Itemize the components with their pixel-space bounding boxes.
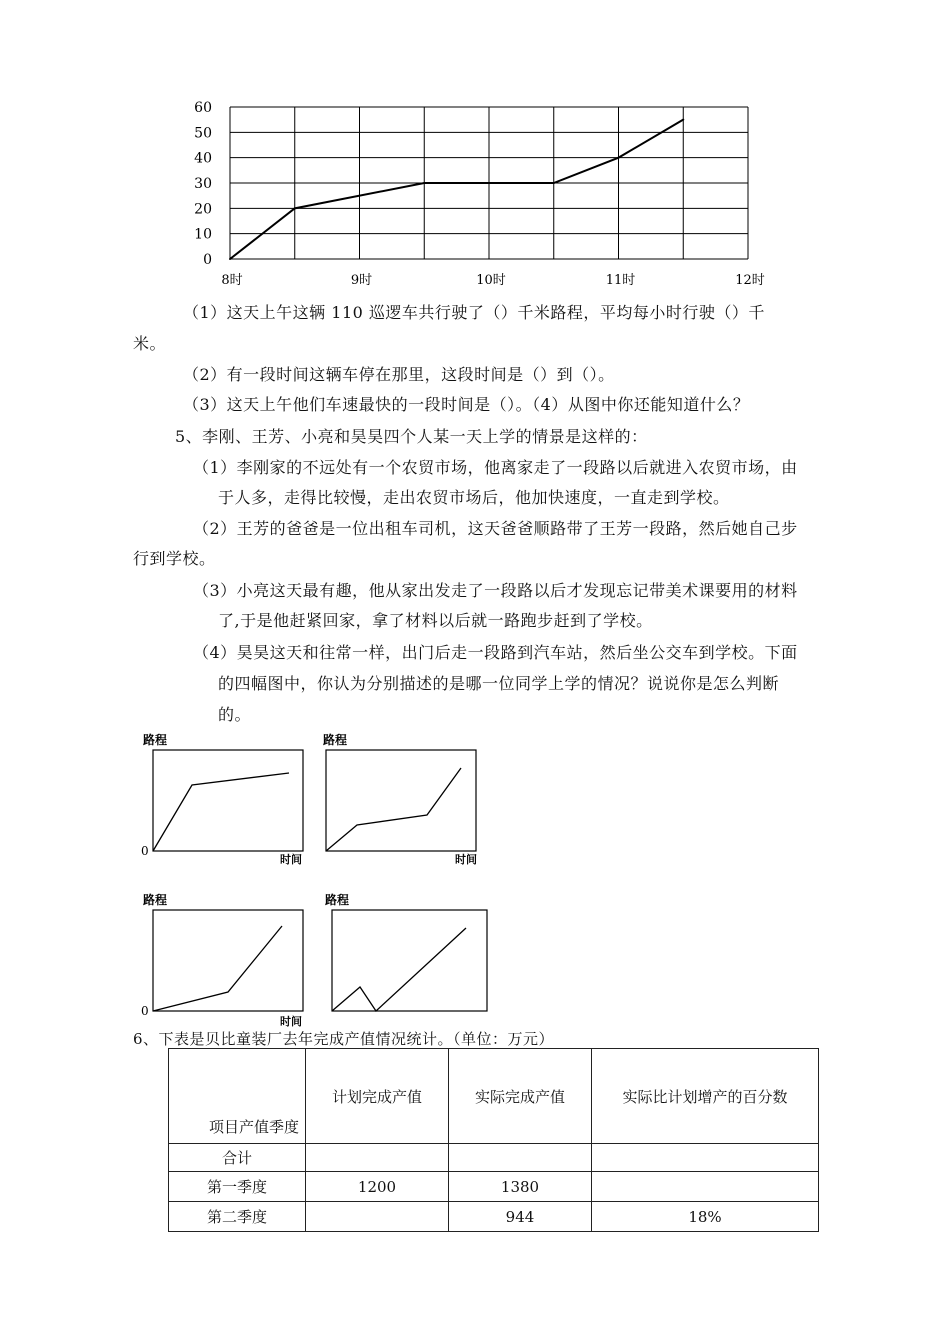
q4-item-1: （1）这天上午这辆 110 巡逻车共行驶了（）千米路程，平均每小时行驶（）千 [183, 303, 765, 322]
data-point [682, 119, 684, 121]
cell-actual: 1380 [449, 1172, 592, 1202]
q5-item-2-cont: 行到学校。 [133, 549, 216, 568]
mini-graph-3-line [153, 926, 282, 1011]
y-tick-label: 50 [194, 125, 212, 142]
col-header-actual: 实际完成产值 [449, 1049, 592, 1144]
y-tick-label: 0 [203, 252, 212, 268]
mini-graph-xlabel: 时间 [455, 853, 477, 866]
q4-item-2: （2）有一段时间这辆车停在那里，这段时间是（）到（）。 [183, 365, 615, 384]
q5-item-4: （4）昊昊这天和往常一样，出门后走一段路到汽车站，然后坐公交车到学校。下面 [193, 643, 798, 662]
mini-graph-1 [135, 732, 315, 867]
corner-header-text: 项目产值季度 [208, 1118, 299, 1136]
q5-item-3-cont: 了,于是他赶紧回家，拿了材料以后就一路跑步赶到了学校。 [218, 611, 653, 630]
col-header-plan: 计划完成产值 [306, 1049, 449, 1144]
cell-pct [592, 1144, 819, 1172]
data-point [423, 182, 425, 184]
q5-item-4-cont: 的四幅图中，你认为分别描述的是哪一位同学上学的情况？说说你是怎么判断 [218, 674, 780, 693]
q4-item-3: （3）这天上午他们车速最快的一段时间是（）。（4）从图中你还能知道什么？ [183, 395, 750, 414]
data-point [229, 258, 231, 260]
q4-item-1-cont: 米。 [133, 334, 167, 353]
cell-actual: 944 [449, 1202, 592, 1232]
mini-graph-2 [315, 732, 495, 867]
y-tick-label: 20 [194, 201, 212, 218]
mini-graph-frame [332, 910, 487, 1011]
q6-title: 6、下表是贝比童装厂去年完成产值情况统计。（单位：万元） [133, 1030, 555, 1048]
x-tick-label: 10时 [476, 273, 506, 288]
cell-actual [449, 1144, 592, 1172]
x-tick-label: 11时 [605, 273, 636, 288]
mini-graph-origin: 0 [141, 1004, 149, 1018]
mini-graph-xlabel: 时间 [280, 853, 302, 866]
q5-item-1-cont: 于人多，走得比较慢，走出农贸市场后，他加快速度，一直走到学校。 [218, 488, 730, 507]
distance-series-line [230, 120, 683, 259]
data-point [618, 157, 620, 159]
q5-item-4-cont2: 的。 [218, 705, 252, 724]
mini-graph-1-line [153, 773, 289, 851]
y-axis-ticks [194, 100, 212, 268]
x-tick-label: 9时 [350, 273, 373, 288]
cell-pct: 18% [592, 1202, 819, 1232]
mini-graph-ylabel: 路程 [323, 733, 348, 747]
mini-graph-ylabel: 路程 [325, 893, 350, 907]
y-tick-label: 10 [194, 226, 212, 243]
row-label: 第二季度 [169, 1202, 306, 1232]
mini-graph-3 [135, 892, 315, 1027]
mini-graph-frame [153, 750, 303, 851]
mini-graph-origin: 0 [141, 844, 149, 858]
data-point [553, 182, 555, 184]
q5-intro: 5、李刚、王芳、小亮和昊昊四个人某一天上学的情景是这样的： [175, 427, 648, 446]
mini-graph-2-line [326, 768, 461, 851]
q5-item-2: （2）王芳的爸爸是一位出租车司机，这天爸爸顺路带了王芳一段路，然后她自己步 [193, 519, 798, 538]
cell-plan [306, 1202, 449, 1232]
row-label: 合计 [169, 1144, 306, 1172]
table-row [169, 1144, 819, 1172]
mini-graph-frame [153, 910, 303, 1011]
patrol-distance-chart [180, 92, 800, 292]
y-tick-label: 30 [194, 176, 212, 192]
mini-graph-ylabel: 路程 [143, 733, 168, 747]
cell-plan [306, 1144, 449, 1172]
cell-pct [592, 1172, 819, 1202]
distance-series-points [229, 119, 684, 260]
mini-graph-frame [326, 750, 476, 851]
mini-graph-4-line [332, 928, 466, 1011]
mini-graph-4 [315, 892, 495, 1027]
mini-graph-ylabel: 路程 [143, 893, 168, 907]
col-header-pct: 实际比计划增产的百分数 [592, 1049, 819, 1144]
y-tick-label: 40 [194, 150, 212, 167]
row-label: 第一季度 [169, 1172, 306, 1202]
data-point [294, 207, 296, 209]
cell-plan: 1200 [306, 1172, 449, 1202]
output-table [168, 1048, 819, 1232]
x-axis-ticks [221, 273, 764, 288]
x-tick-label: 12时 [735, 273, 765, 288]
table-row [169, 1202, 819, 1232]
table-row [169, 1172, 819, 1202]
q5-item-3: （3）小亮这天最有趣，他从家出发走了一段路以后才发现忘记带美术课要用的材料 [193, 581, 798, 600]
x-tick-label: 8时 [221, 273, 243, 288]
y-tick-label: 60 [194, 100, 212, 116]
q5-item-1: （1）李刚家的不远处有一个农贸市场，他离家走了一段路以后就进入农贸市场，由 [193, 458, 798, 477]
table-corner-header [169, 1049, 306, 1144]
mini-graph-xlabel: 时间 [280, 1015, 302, 1027]
